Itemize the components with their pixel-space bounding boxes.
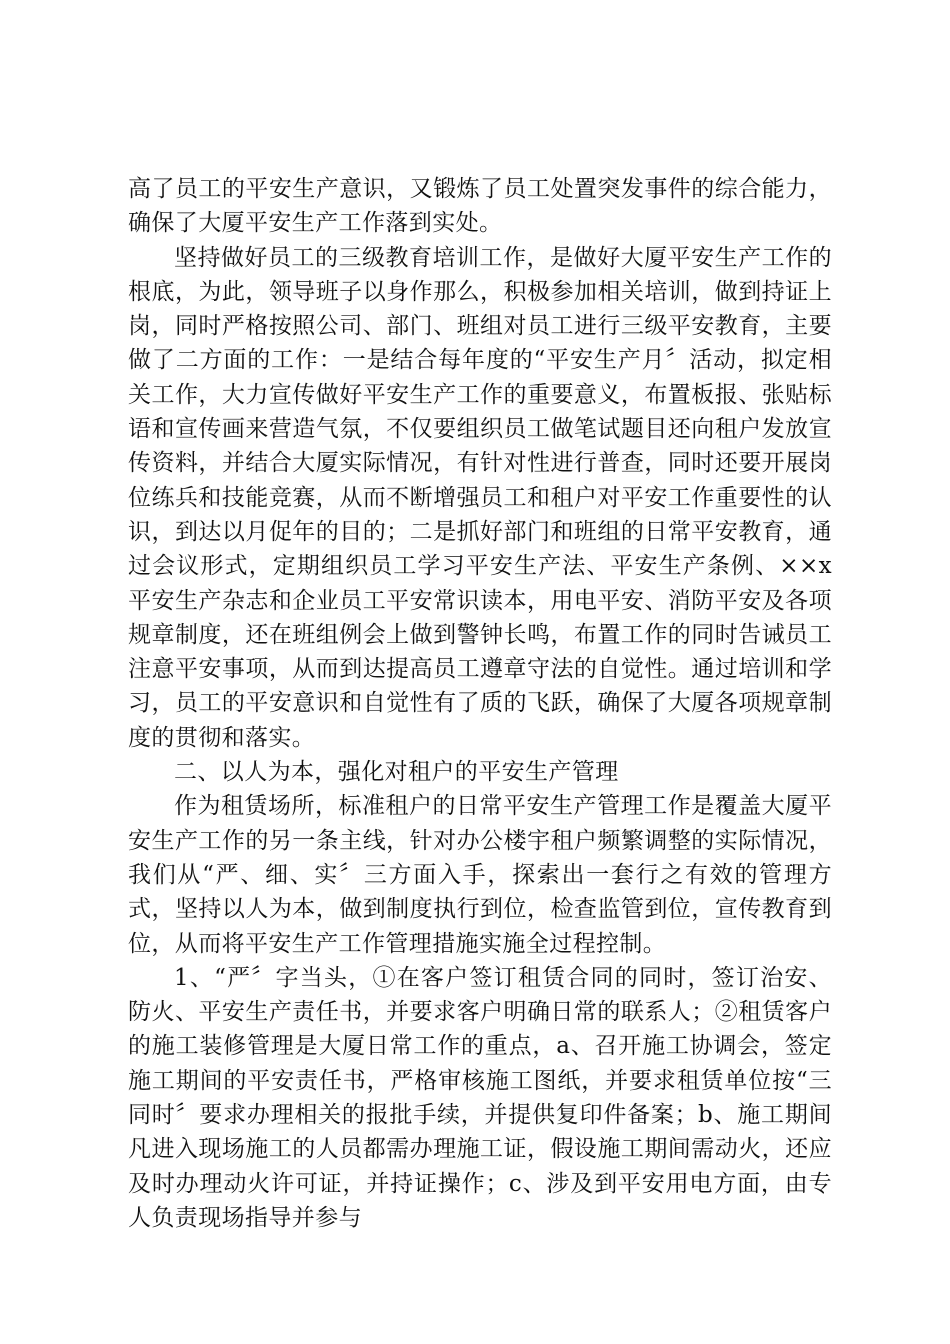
document-body (128, 172, 832, 1235)
section-heading: 二、以人为本，强化对租户的平安生产管理 (174, 759, 619, 786)
paragraph-strict-measures: 1、“严〞字当头，①在客户签订租赁合同的同时，签订治安、防火、平安生产责任书，并要求客户明确日常的联系人；②租赁客户的施工装修管理是大厦日常工作的重点，a、召开施工协调会，签定施工期间的平安责任书，严格审核施工图纸，并要求租赁单位按“三同时〞要求办理相关的报批手续，并提供复印件备案；b、施工期间凡进入现场施工的人员都需办理施工证，假设施工期间需动火，还应及时办理动火许可证，并持证操作；c、涉及到平安用电方面，由专人负责现场指导并参与 (128, 964, 832, 1231)
paragraph-staff-training: 坚持做好员工的三级教育培训工作，是做好大厦平安生产工作的根底，为此，领导班子以身作那么，积极参加相关培训，做到持证上岗，同时严格按照公司、部门、班组对员工进行三级平安教育，主要做了二方面的工作：一是结合每年度的“平安生产月〞活动，拟定相关工作，大力宣传做好平安生产工作的重要意义，布置板报、张贴标语和宣传画来营造气氛，不仅要组织员工做笔试题目还向租户发放宣传资料，并结合大厦实际情况，有针对性进行普查，同时还要开展岗位练兵和技能竞赛，从而不断增强员工和租户对平安工作重要性的认识，到达以月促年的目的；二是抓好部门和班组的日常平安教育，通过会议形式，定期组织员工学习平安生产法、平安生产条例、××x平安生产杂志和企业员工平安常识读本，用电平安、消防平安及各项规章制度，还在班组例会上做到警钟长鸣，布置工作的同时告诫员工注意平安事项，从而到达提高员工遵章守法的自觉性。通过培训和学习，员工的平安意识和自觉性有了质的飞跃，确保了大厦各项规章制度的贯彻和落实。 (128, 244, 832, 751)
paragraph-tenant-management: 作为租赁场所，标准租户的日常平安生产管理工作是覆盖大厦平安生产工作的另一条主线，针对办公楼宇租户频繁调整的实际情况，我们从“严、细、实〞三方面入手，探索出一套行之有效的管理方式，坚持以人为本，做到制度执行到位，检查监管到位，宣传教育到位，从而将平安生产工作管理措施实施全过程控制。 (128, 793, 832, 957)
paragraph-continuation: 高了员工的平安生产意识，又锻炼了员工处置突发事件的综合能力，确保了大厦平安生产工作落到实处。 (128, 176, 832, 237)
